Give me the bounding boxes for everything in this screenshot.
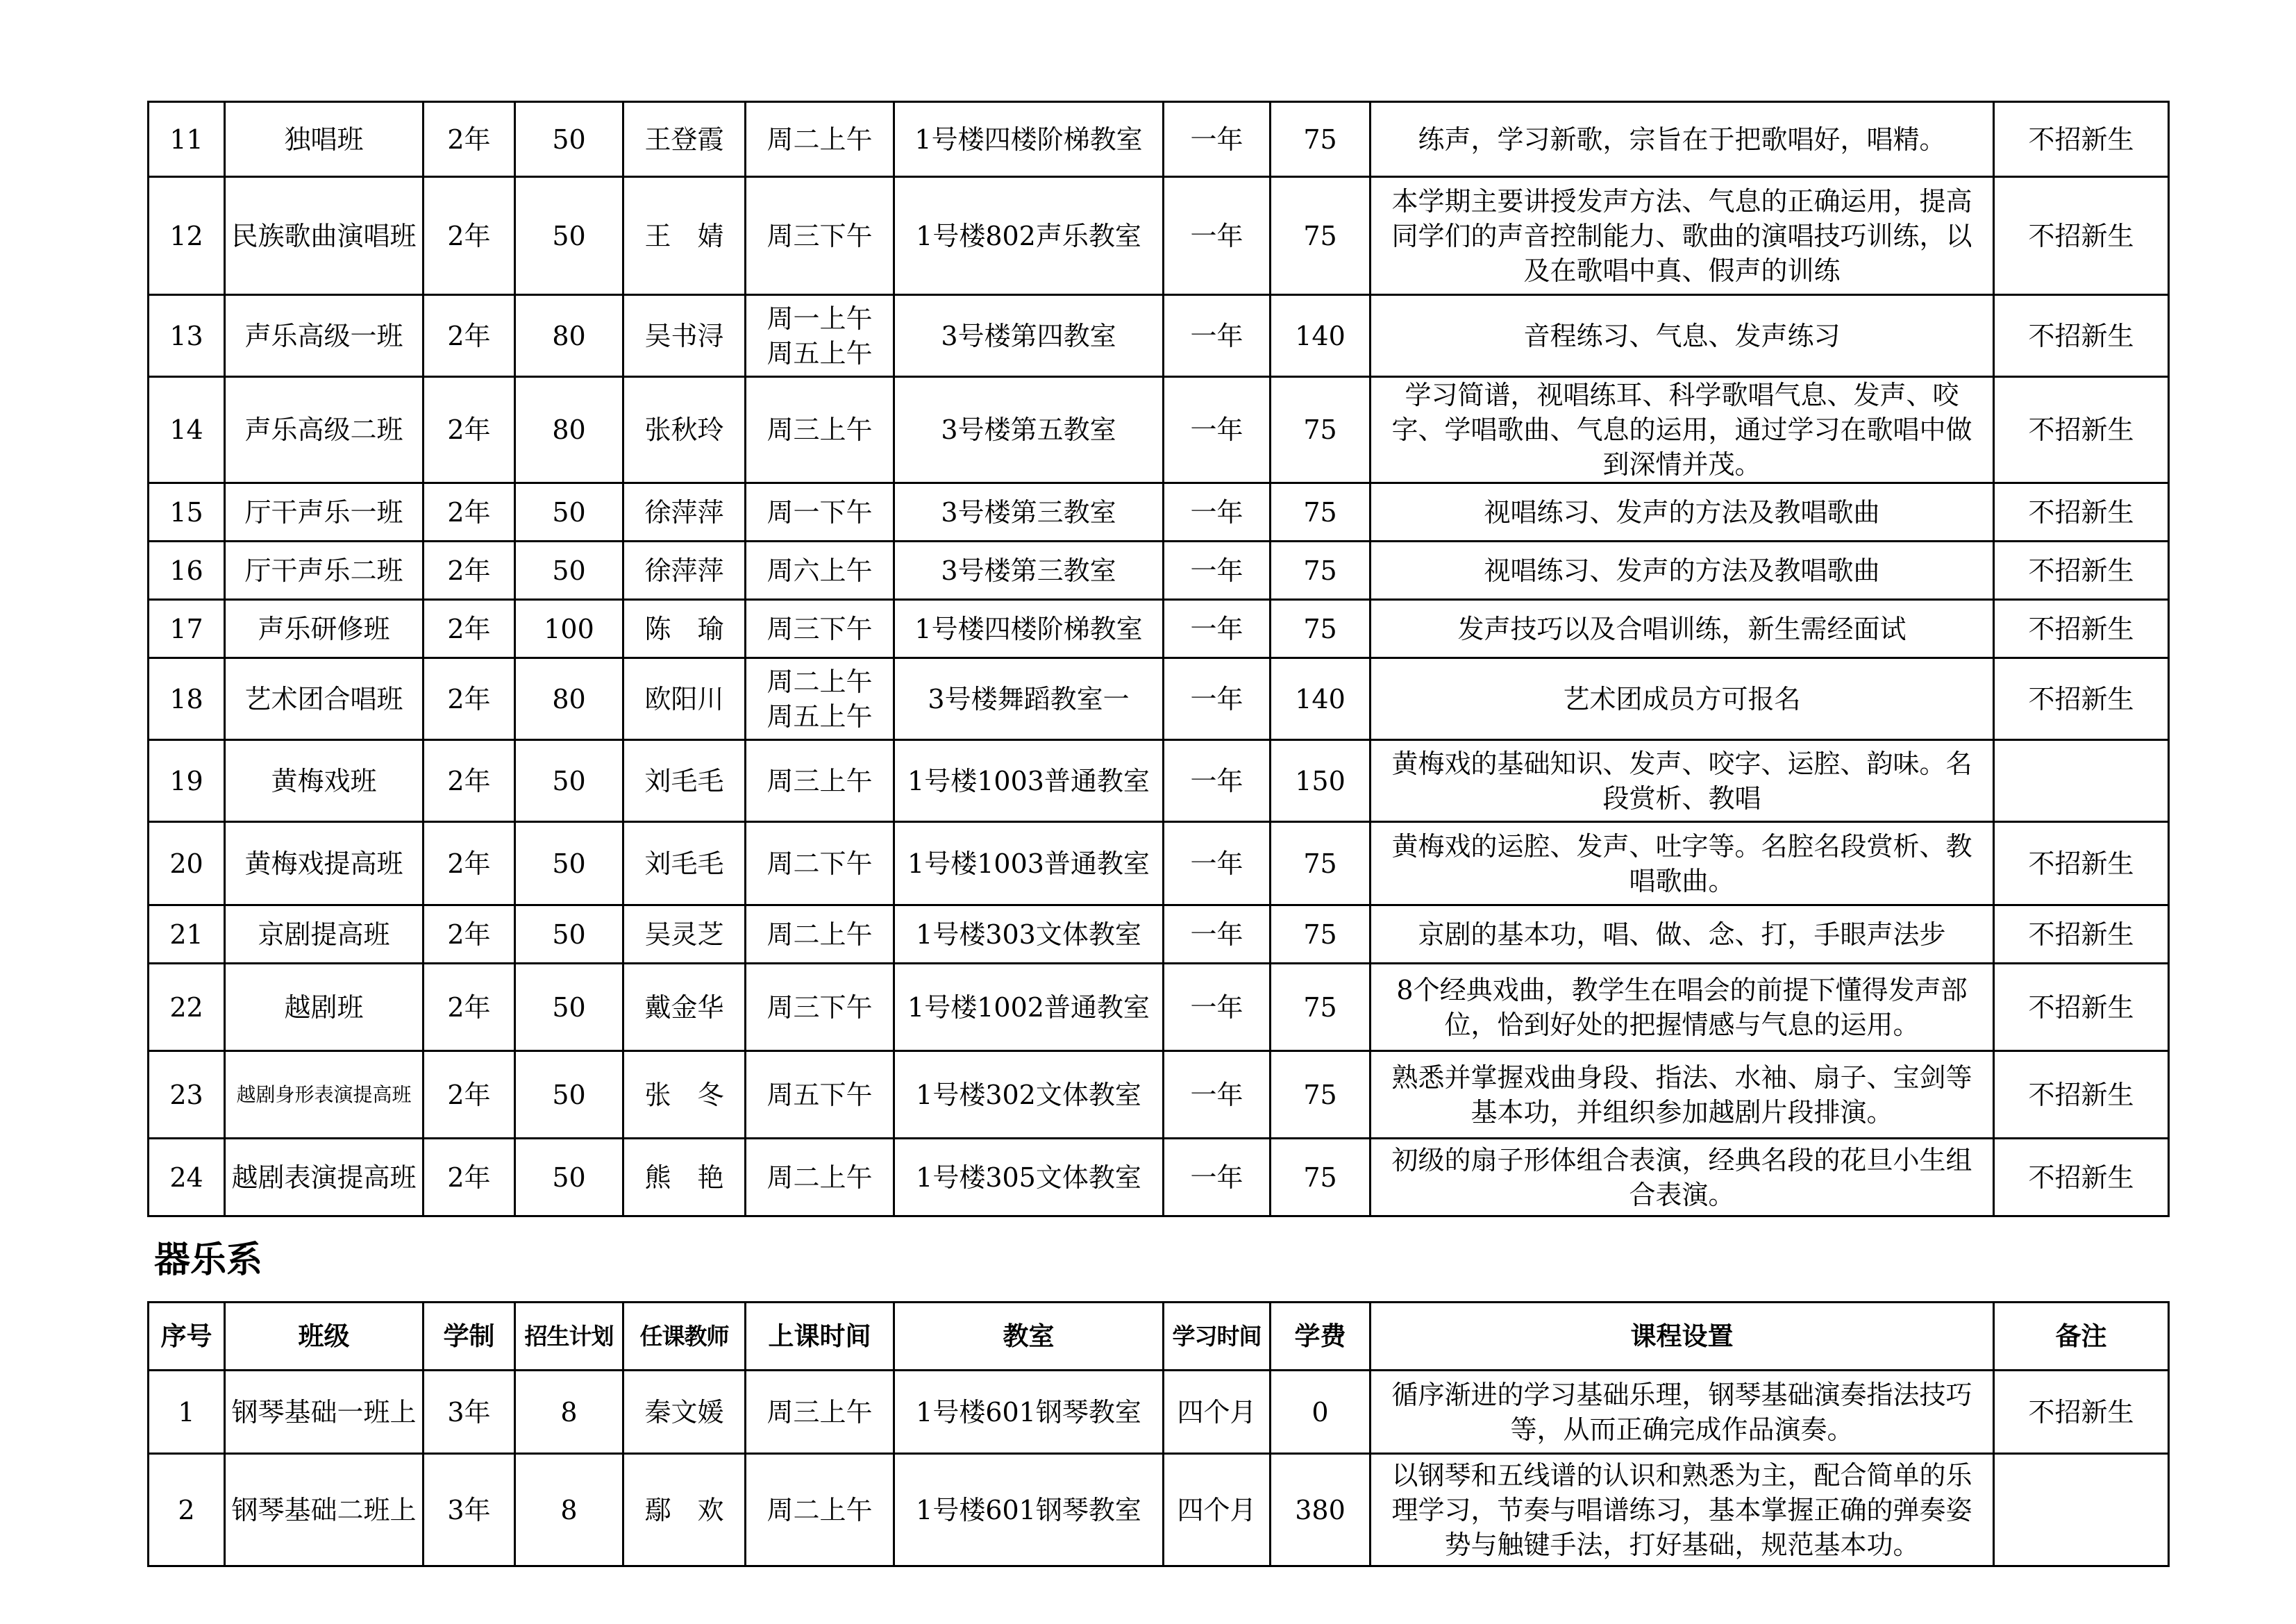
- cell-no: 12: [149, 177, 225, 295]
- cell-system: 2年: [424, 822, 515, 905]
- cell-teacher: 鄢 欢: [623, 1454, 746, 1566]
- cell-course: 练声，学习新歌，宗旨在于把歌唱好，唱精。: [1371, 102, 1994, 177]
- cell-class: 越剧班: [225, 964, 424, 1051]
- cell-teacher: 刘毛毛: [623, 740, 746, 822]
- cell-room: 1号楼1002普通教室: [894, 964, 1164, 1051]
- cell-time: [746, 177, 894, 295]
- cell-plan: 8: [515, 1454, 623, 1566]
- cell-period: 一年: [1164, 102, 1271, 177]
- cell-note: 不招新生: [1994, 1139, 2169, 1216]
- cell-room: 1号楼601钢琴教室: [894, 1454, 1164, 1566]
- cell-no: 18: [149, 658, 225, 740]
- cell-fee: 75: [1271, 905, 1371, 964]
- time-line: 周二下午: [766, 848, 873, 879]
- cell-plan: 100: [515, 600, 623, 658]
- cell-fee: 75: [1271, 377, 1371, 483]
- cell-no: 17: [149, 600, 225, 658]
- cell-class: 艺术团合唱班: [225, 658, 424, 740]
- cell-teacher: 秦文媛: [623, 1371, 746, 1454]
- cell-time: [746, 600, 894, 658]
- header-teacher: 任课教师: [623, 1303, 746, 1371]
- cell-system: 2年: [424, 483, 515, 542]
- table-row: [149, 377, 2169, 483]
- table-row: [149, 905, 2169, 964]
- time-line: 周二上午: [766, 666, 873, 697]
- cell-plan: 50: [515, 542, 623, 600]
- cell-teacher: 吴书浔: [623, 295, 746, 377]
- cell-period: 一年: [1164, 377, 1271, 483]
- cell-class: 钢琴基础二班上: [225, 1454, 424, 1566]
- cell-no: 2: [149, 1454, 225, 1566]
- cell-class: 独唱班: [225, 102, 424, 177]
- cell-system: 2年: [424, 542, 515, 600]
- cell-note: 不招新生: [1994, 542, 2169, 600]
- cell-course: 艺术团成员方可报名: [1371, 658, 1994, 740]
- cell-room: 3号楼第三教室: [894, 483, 1164, 542]
- cell-period: 四个月: [1164, 1454, 1271, 1566]
- cell-teacher: 王登霞: [623, 102, 746, 177]
- cell-no: 20: [149, 822, 225, 905]
- cell-course: 学习简谱，视唱练耳、科学歌唱气息、发声、咬字、学唱歌曲、气息的运用，通过学习在歌唱中做到深情并茂。: [1371, 377, 1994, 483]
- cell-fee: 140: [1271, 295, 1371, 377]
- cell-plan: 50: [515, 964, 623, 1051]
- cell-fee: 150: [1271, 740, 1371, 822]
- cell-no: 22: [149, 964, 225, 1051]
- cell-teacher: 徐萍萍: [623, 542, 746, 600]
- cell-note: [1994, 740, 2169, 822]
- cell-time: [746, 1371, 894, 1454]
- cell-system: 2年: [424, 600, 515, 658]
- cell-period: 一年: [1164, 295, 1271, 377]
- cell-system: 2年: [424, 964, 515, 1051]
- cell-class: 民族歌曲演唱班: [225, 177, 424, 295]
- cell-class: 越剧表演提高班: [225, 1139, 424, 1216]
- table-row: [149, 483, 2169, 542]
- time-line: 周三上午: [766, 415, 873, 445]
- instrumental-course-table: [147, 1301, 2170, 1567]
- cell-note: 不招新生: [1994, 822, 2169, 905]
- cell-system: 2年: [424, 102, 515, 177]
- cell-room: 3号楼第四教室: [894, 295, 1164, 377]
- table-row: [149, 964, 2169, 1051]
- header-note: 备注: [1994, 1303, 2169, 1371]
- cell-no: 16: [149, 542, 225, 600]
- cell-time: [746, 1051, 894, 1139]
- cell-room: 3号楼第五教室: [894, 377, 1164, 483]
- header-period: 学习时间: [1164, 1303, 1271, 1371]
- cell-system: 2年: [424, 377, 515, 483]
- cell-fee: 75: [1271, 600, 1371, 658]
- cell-room: 1号楼303文体教室: [894, 905, 1164, 964]
- table-row: [149, 1454, 2169, 1566]
- cell-class: 越剧身形表演提高班: [225, 1051, 424, 1139]
- cell-no: 13: [149, 295, 225, 377]
- cell-plan: 50: [515, 102, 623, 177]
- section-title-instrumental: 器乐系: [154, 1239, 263, 1281]
- cell-fee: 75: [1271, 1051, 1371, 1139]
- cell-fee: 75: [1271, 822, 1371, 905]
- cell-plan: 80: [515, 658, 623, 740]
- time-line: 周一上午: [766, 303, 873, 334]
- table-row: [149, 295, 2169, 377]
- cell-no: 23: [149, 1051, 225, 1139]
- cell-class: 声乐研修班: [225, 600, 424, 658]
- cell-course: 8个经典戏曲，教学生在唱会的前提下懂得发声部位，恰到好处的把握情感与气息的运用。: [1371, 964, 1994, 1051]
- cell-plan: 80: [515, 295, 623, 377]
- cell-room: 1号楼802声乐教室: [894, 177, 1164, 295]
- cell-plan: 80: [515, 377, 623, 483]
- cell-time: [746, 822, 894, 905]
- time-line: 周五下午: [766, 1079, 873, 1110]
- cell-note: 不招新生: [1994, 177, 2169, 295]
- cell-room: 1号楼305文体教室: [894, 1139, 1164, 1216]
- cell-system: 2年: [424, 1051, 515, 1139]
- header-course: 课程设置: [1371, 1303, 1994, 1371]
- cell-course: 京剧的基本功，唱、做、念、打，手眼声法步: [1371, 905, 1994, 964]
- cell-class: 声乐高级二班: [225, 377, 424, 483]
- time-line: 周三下午: [766, 613, 873, 644]
- cell-no: 1: [149, 1371, 225, 1454]
- cell-teacher: 徐萍萍: [623, 483, 746, 542]
- cell-no: 15: [149, 483, 225, 542]
- cell-plan: 50: [515, 1051, 623, 1139]
- cell-course: 视唱练习、发声的方法及教唱歌曲: [1371, 542, 1994, 600]
- cell-course: 本学期主要讲授发声方法、气息的正确运用，提高同学们的声音控制能力、歌曲的演唱技巧训练，以及在歌唱中真、假声的训练: [1371, 177, 1994, 295]
- cell-course: 初级的扇子形体组合表演，经典名段的花旦小生组合表演。: [1371, 1139, 1994, 1216]
- cell-time: [746, 542, 894, 600]
- time-line: 周三下午: [766, 991, 873, 1023]
- time-line: 周三上午: [766, 765, 873, 796]
- time-line: 周二上午: [766, 1162, 873, 1193]
- table-row: [149, 600, 2169, 658]
- cell-time: [746, 295, 894, 377]
- time-line: 周二上午: [766, 919, 873, 950]
- cell-teacher: 王 婧: [623, 177, 746, 295]
- table-row: [149, 177, 2169, 295]
- cell-class: 厅干声乐二班: [225, 542, 424, 600]
- time-line: 周二上午: [766, 124, 873, 155]
- cell-system: 2年: [424, 177, 515, 295]
- cell-note: 不招新生: [1994, 905, 2169, 964]
- cell-period: 四个月: [1164, 1371, 1271, 1454]
- cell-room: 3号楼第三教室: [894, 542, 1164, 600]
- cell-period: 一年: [1164, 964, 1271, 1051]
- header-fee: 学费: [1271, 1303, 1371, 1371]
- cell-time: [746, 102, 894, 177]
- cell-plan: 50: [515, 822, 623, 905]
- cell-course: 发声技巧以及合唱训练，新生需经面试: [1371, 600, 1994, 658]
- cell-no: 14: [149, 377, 225, 483]
- cell-no: 11: [149, 102, 225, 177]
- cell-plan: 50: [515, 177, 623, 295]
- cell-room: 1号楼1003普通教室: [894, 740, 1164, 822]
- cell-period: 一年: [1164, 658, 1271, 740]
- cell-time: [746, 658, 894, 740]
- cell-note: 不招新生: [1994, 658, 2169, 740]
- cell-fee: 75: [1271, 483, 1371, 542]
- cell-class: 京剧提高班: [225, 905, 424, 964]
- cell-period: 一年: [1164, 1139, 1271, 1216]
- cell-note: 不招新生: [1994, 600, 2169, 658]
- cell-room: 1号楼601钢琴教室: [894, 1371, 1164, 1454]
- cell-room: 1号楼四楼阶梯教室: [894, 600, 1164, 658]
- cell-note: 不招新生: [1994, 295, 2169, 377]
- time-line: 周三上午: [766, 1396, 873, 1428]
- time-line: 周二上午: [766, 1494, 873, 1525]
- header-system: 学制: [424, 1303, 515, 1371]
- cell-note: 不招新生: [1994, 102, 2169, 177]
- cell-time: [746, 1139, 894, 1216]
- cell-period: 一年: [1164, 483, 1271, 542]
- cell-period: 一年: [1164, 740, 1271, 822]
- cell-teacher: 戴金华: [623, 964, 746, 1051]
- cell-period: 一年: [1164, 542, 1271, 600]
- cell-fee: 75: [1271, 1139, 1371, 1216]
- header-plan: 招生计划: [515, 1303, 623, 1371]
- cell-plan: 50: [515, 905, 623, 964]
- time-line: 周六上午: [766, 555, 873, 586]
- cell-room: 1号楼1003普通教室: [894, 822, 1164, 905]
- cell-fee: 75: [1271, 177, 1371, 295]
- table-row: [149, 1371, 2169, 1454]
- header-time: 上课时间: [746, 1303, 894, 1371]
- cell-class: 厅干声乐一班: [225, 483, 424, 542]
- cell-course: 黄梅戏的运腔、发声、吐字等。名腔名段赏析、教唱歌曲。: [1371, 822, 1994, 905]
- cell-system: 2年: [424, 295, 515, 377]
- cell-time: [746, 964, 894, 1051]
- time-line: 周三下午: [766, 220, 873, 251]
- cell-course: 黄梅戏的基础知识、发声、咬字、运腔、韵味。名段赏析、教唱: [1371, 740, 1994, 822]
- table-row: [149, 658, 2169, 740]
- table-row: [149, 740, 2169, 822]
- cell-no: 19: [149, 740, 225, 822]
- table-header-row: [149, 1303, 2169, 1371]
- cell-teacher: 吴灵芝: [623, 905, 746, 964]
- cell-note: 不招新生: [1994, 377, 2169, 483]
- table-row: [149, 102, 2169, 177]
- cell-plan: 50: [515, 483, 623, 542]
- time-line: 周一下午: [766, 496, 873, 528]
- cell-course: 以钢琴和五线谱的认识和熟悉为主，配合简单的乐理学习，节奏与唱谱练习，基本掌握正确的弹奏姿势与触键手法，打好基础，规范基本功。: [1371, 1454, 1994, 1566]
- vocal-course-table: [147, 101, 2170, 1217]
- cell-teacher: 欧阳川: [623, 658, 746, 740]
- cell-teacher: 张 冬: [623, 1051, 746, 1139]
- cell-period: 一年: [1164, 905, 1271, 964]
- cell-period: 一年: [1164, 177, 1271, 295]
- cell-teacher: 张秋玲: [623, 377, 746, 483]
- table-row: [149, 1051, 2169, 1139]
- cell-time: [746, 1454, 894, 1566]
- cell-note: 不招新生: [1994, 964, 2169, 1051]
- table-row: [149, 542, 2169, 600]
- cell-system: 3年: [424, 1454, 515, 1566]
- cell-fee: 140: [1271, 658, 1371, 740]
- header-no: 序号: [149, 1303, 225, 1371]
- cell-note: 不招新生: [1994, 1051, 2169, 1139]
- cell-time: [746, 483, 894, 542]
- cell-class: 黄梅戏提高班: [225, 822, 424, 905]
- cell-room: 3号楼舞蹈教室一: [894, 658, 1164, 740]
- cell-time: [746, 377, 894, 483]
- cell-period: 一年: [1164, 600, 1271, 658]
- cell-period: 一年: [1164, 822, 1271, 905]
- cell-system: 2年: [424, 1139, 515, 1216]
- cell-teacher: 熊 艳: [623, 1139, 746, 1216]
- cell-system: 2年: [424, 905, 515, 964]
- cell-teacher: 陈 瑜: [623, 600, 746, 658]
- cell-plan: 50: [515, 1139, 623, 1216]
- time-line: 周五上午: [766, 701, 873, 732]
- cell-room: 1号楼302文体教室: [894, 1051, 1164, 1139]
- cell-system: 2年: [424, 658, 515, 740]
- cell-time: [746, 740, 894, 822]
- cell-course: 音程练习、气息、发声练习: [1371, 295, 1994, 377]
- header-room: 教室: [894, 1303, 1164, 1371]
- table-row: [149, 1139, 2169, 1216]
- cell-fee: 380: [1271, 1454, 1371, 1566]
- cell-note: 不招新生: [1994, 1371, 2169, 1454]
- cell-class: 黄梅戏班: [225, 740, 424, 822]
- cell-no: 24: [149, 1139, 225, 1216]
- cell-class: 钢琴基础一班上: [225, 1371, 424, 1454]
- cell-fee: 0: [1271, 1371, 1371, 1454]
- cell-fee: 75: [1271, 102, 1371, 177]
- cell-course: 熟悉并掌握戏曲身段、指法、水袖、扇子、宝剑等基本功，并组织参加越剧片段排演。: [1371, 1051, 1994, 1139]
- table-row: [149, 822, 2169, 905]
- cell-fee: 75: [1271, 964, 1371, 1051]
- cell-course: 循序渐进的学习基础乐理，钢琴基础演奏指法技巧等，从而正确完成作品演奏。: [1371, 1371, 1994, 1454]
- cell-time: [746, 905, 894, 964]
- cell-fee: 75: [1271, 542, 1371, 600]
- time-line: 周五上午: [766, 337, 873, 369]
- cell-plan: 50: [515, 740, 623, 822]
- header-class: 班级: [225, 1303, 424, 1371]
- cell-period: 一年: [1164, 1051, 1271, 1139]
- cell-plan: 8: [515, 1371, 623, 1454]
- cell-no: 21: [149, 905, 225, 964]
- cell-course: 视唱练习、发声的方法及教唱歌曲: [1371, 483, 1994, 542]
- cell-note: 不招新生: [1994, 483, 2169, 542]
- cell-note: [1994, 1454, 2169, 1566]
- cell-teacher: 刘毛毛: [623, 822, 746, 905]
- cell-class: 声乐高级一班: [225, 295, 424, 377]
- cell-room: 1号楼四楼阶梯教室: [894, 102, 1164, 177]
- cell-system: 2年: [424, 740, 515, 822]
- cell-system: 3年: [424, 1371, 515, 1454]
